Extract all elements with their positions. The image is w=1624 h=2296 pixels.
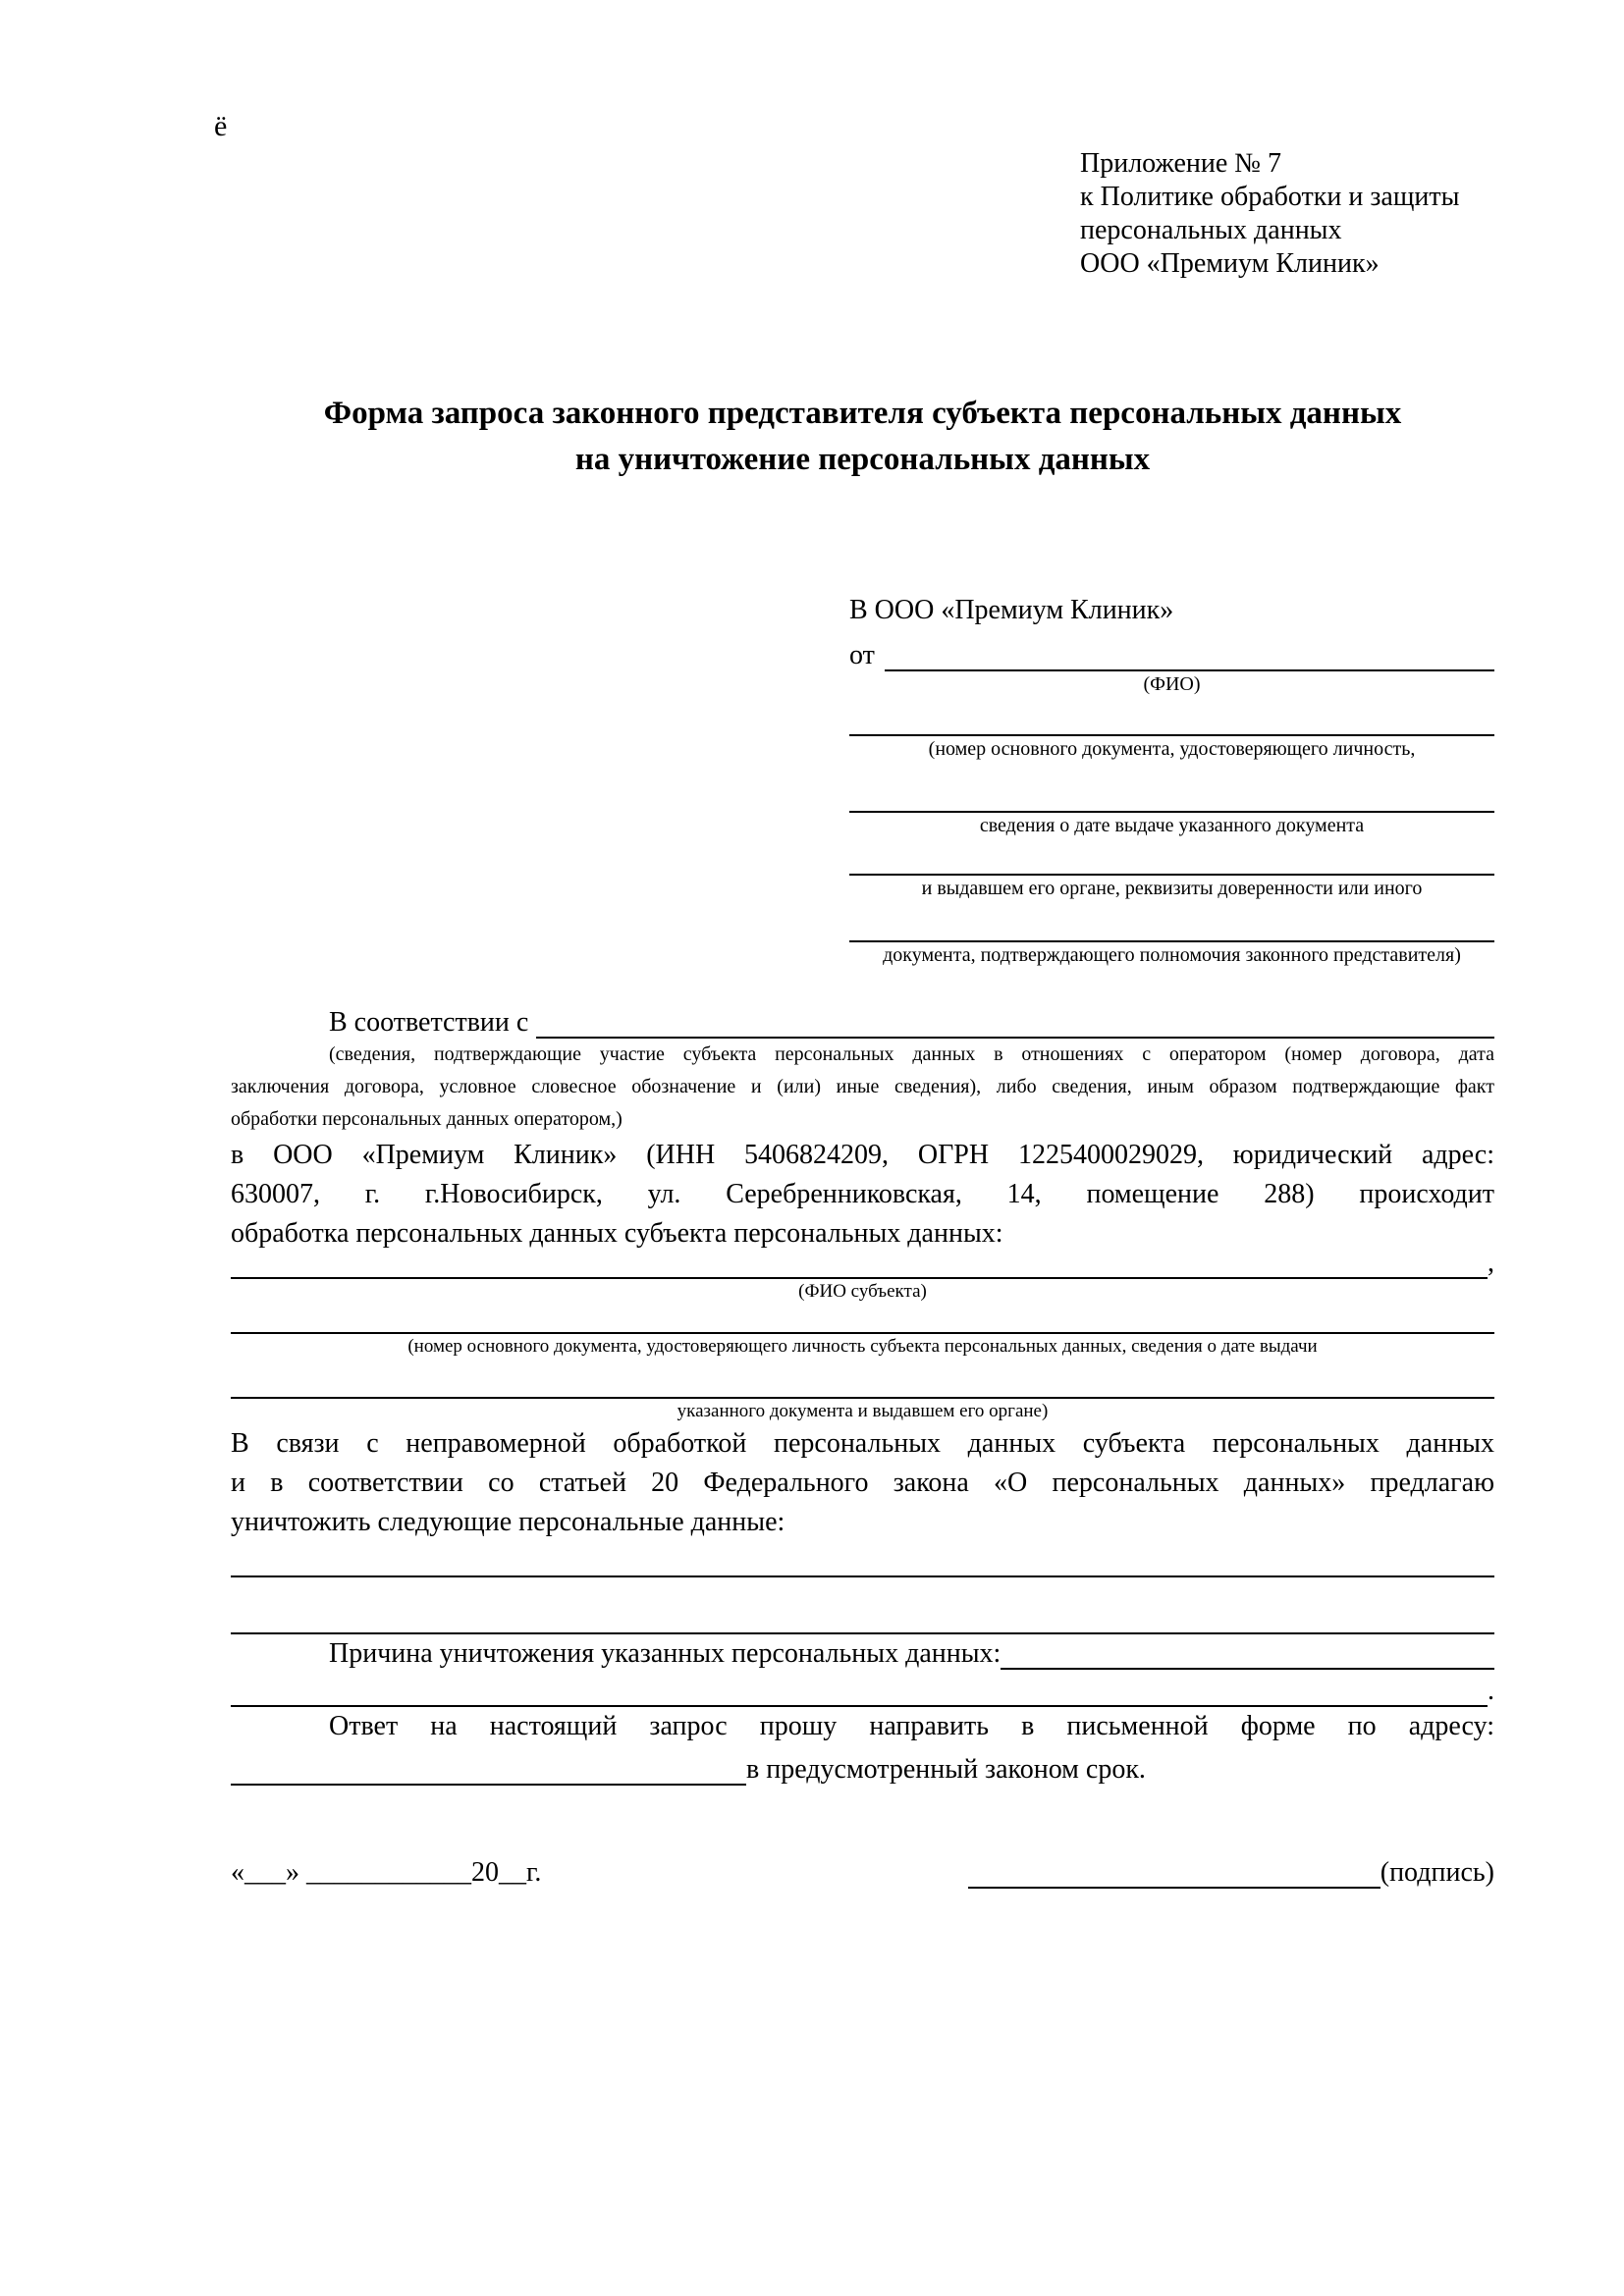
form-title xyxy=(231,391,1494,483)
footer-row xyxy=(231,1853,1494,1889)
subject-comma: , xyxy=(1488,1248,1494,1278)
addressee-to: В ООО «Премиум Клиник» xyxy=(849,595,1174,625)
date-field: «___» ____________20__г. xyxy=(231,1857,542,1888)
reason-label: Причина уничтожения указанных персональных данных: xyxy=(329,1638,1001,1669)
form-title-line-1: Форма запроса законного представителя субъекта персональных данных xyxy=(323,396,1402,431)
subject-doc-caption-1: (номер основного документа, удостоверяющего личность субъекта персональных данных, сведения о дате выдачи xyxy=(407,1336,1318,1357)
main-body xyxy=(231,1001,1494,1786)
form-title-line-2: на уничтожение персональных данных xyxy=(574,442,1151,477)
operator-line-2: 630007, г. г.Новосибирск, ул. Серебренниковская, 14, помещение 288) происходит xyxy=(231,1179,1494,1209)
doc-caption-3: и выдавшем его органе, реквизиты доверенности или иного xyxy=(921,878,1423,899)
accordance-row xyxy=(231,1001,1494,1039)
answer-line-1: Ответ на настоящий запрос прошу направить в письменной форме по адресу: xyxy=(329,1711,1494,1741)
from-label: от xyxy=(849,640,875,670)
appendix-line-2: к Политике обработки и защиты xyxy=(1080,182,1460,212)
addressee-block xyxy=(849,595,1494,968)
fio-caption: (ФИО) xyxy=(1143,673,1201,695)
doc-caption-1: (номер основного документа, удостоверяющего личность, xyxy=(928,738,1416,760)
doc-blank-line-4 xyxy=(849,901,1494,942)
signature-caption: (подпись) xyxy=(1380,1857,1494,1888)
answer-line-2 xyxy=(231,1746,1494,1786)
reason-row xyxy=(231,1634,1494,1670)
reason-blank-line xyxy=(1001,1668,1494,1670)
appendix-line-1: Приложение № 7 xyxy=(1080,148,1281,179)
operator-line-3: обработка персональных данных субъекта персональных данных: xyxy=(231,1218,1003,1249)
note-line-3: обработки персональных данных оператором,) xyxy=(231,1108,623,1130)
answer-blank-line xyxy=(231,1784,746,1786)
subject-fio-caption: (ФИО субъекта) xyxy=(798,1281,927,1302)
doc-blank-line-3 xyxy=(849,838,1494,876)
operator-line-1: в ООО «Премиум Клиник» (ИНН 5406824209, ОГРН 1225400029029, юридический адрес: xyxy=(231,1140,1494,1170)
accordance-note xyxy=(231,1039,1494,1136)
reason-period: . xyxy=(1488,1676,1494,1706)
doc-caption-4: документа, подтверждающего полномочия законного представителя) xyxy=(883,944,1461,966)
signature-blank-line xyxy=(968,1887,1380,1889)
doc-blank-line-2 xyxy=(849,762,1494,813)
note-line-1: (сведения, подтверждающие участие субъекта персональных данных в отношениях с оператором (номер договора, дата xyxy=(329,1043,1494,1065)
doc-blank-line-1 xyxy=(849,697,1494,736)
unlawful-line-2: и в соответствии со статьей 20 Федерального закона «О персональных данных» предлагаю xyxy=(231,1468,1494,1498)
subject-doc-blank-line-2 xyxy=(231,1360,1494,1399)
signature-block xyxy=(968,1857,1494,1889)
data-blank-line-1 xyxy=(231,1542,1494,1577)
appendix-block xyxy=(1080,147,1459,281)
subject-doc-caption-2: указанного документа и выдавшем его органе) xyxy=(677,1401,1049,1421)
reason-continuation-row xyxy=(231,1670,1494,1707)
answer-line-2-text: в предусмотренный законом срок. xyxy=(746,1754,1146,1785)
from-row xyxy=(849,632,1494,671)
stray-char: ё xyxy=(214,110,228,142)
subject-fio-row xyxy=(231,1248,1494,1279)
operator-paragraph xyxy=(231,1136,1494,1254)
unlawful-paragraph xyxy=(231,1424,1494,1542)
data-blank-line-2 xyxy=(231,1577,1494,1634)
note-line-2: заключения договора, условное словесное обозначение и (или) иные сведения), либо сведения, иным образом подтверждающие факт xyxy=(231,1076,1494,1097)
accordance-label: В соответствии с xyxy=(329,1007,529,1038)
appendix-line-3: персональных данных xyxy=(1080,215,1342,245)
doc-caption-2: сведения о дате выдаче указанного документа xyxy=(979,815,1365,836)
subject-doc-blank-line-1 xyxy=(231,1305,1494,1334)
appendix-line-4: ООО «Премиум Клиник» xyxy=(1080,248,1380,279)
unlawful-line-3: уничтожить следующие персональные данные: xyxy=(231,1507,785,1537)
unlawful-line-1: В связи с неправомерной обработкой персональных данных субъекта персональных данных xyxy=(231,1428,1494,1459)
